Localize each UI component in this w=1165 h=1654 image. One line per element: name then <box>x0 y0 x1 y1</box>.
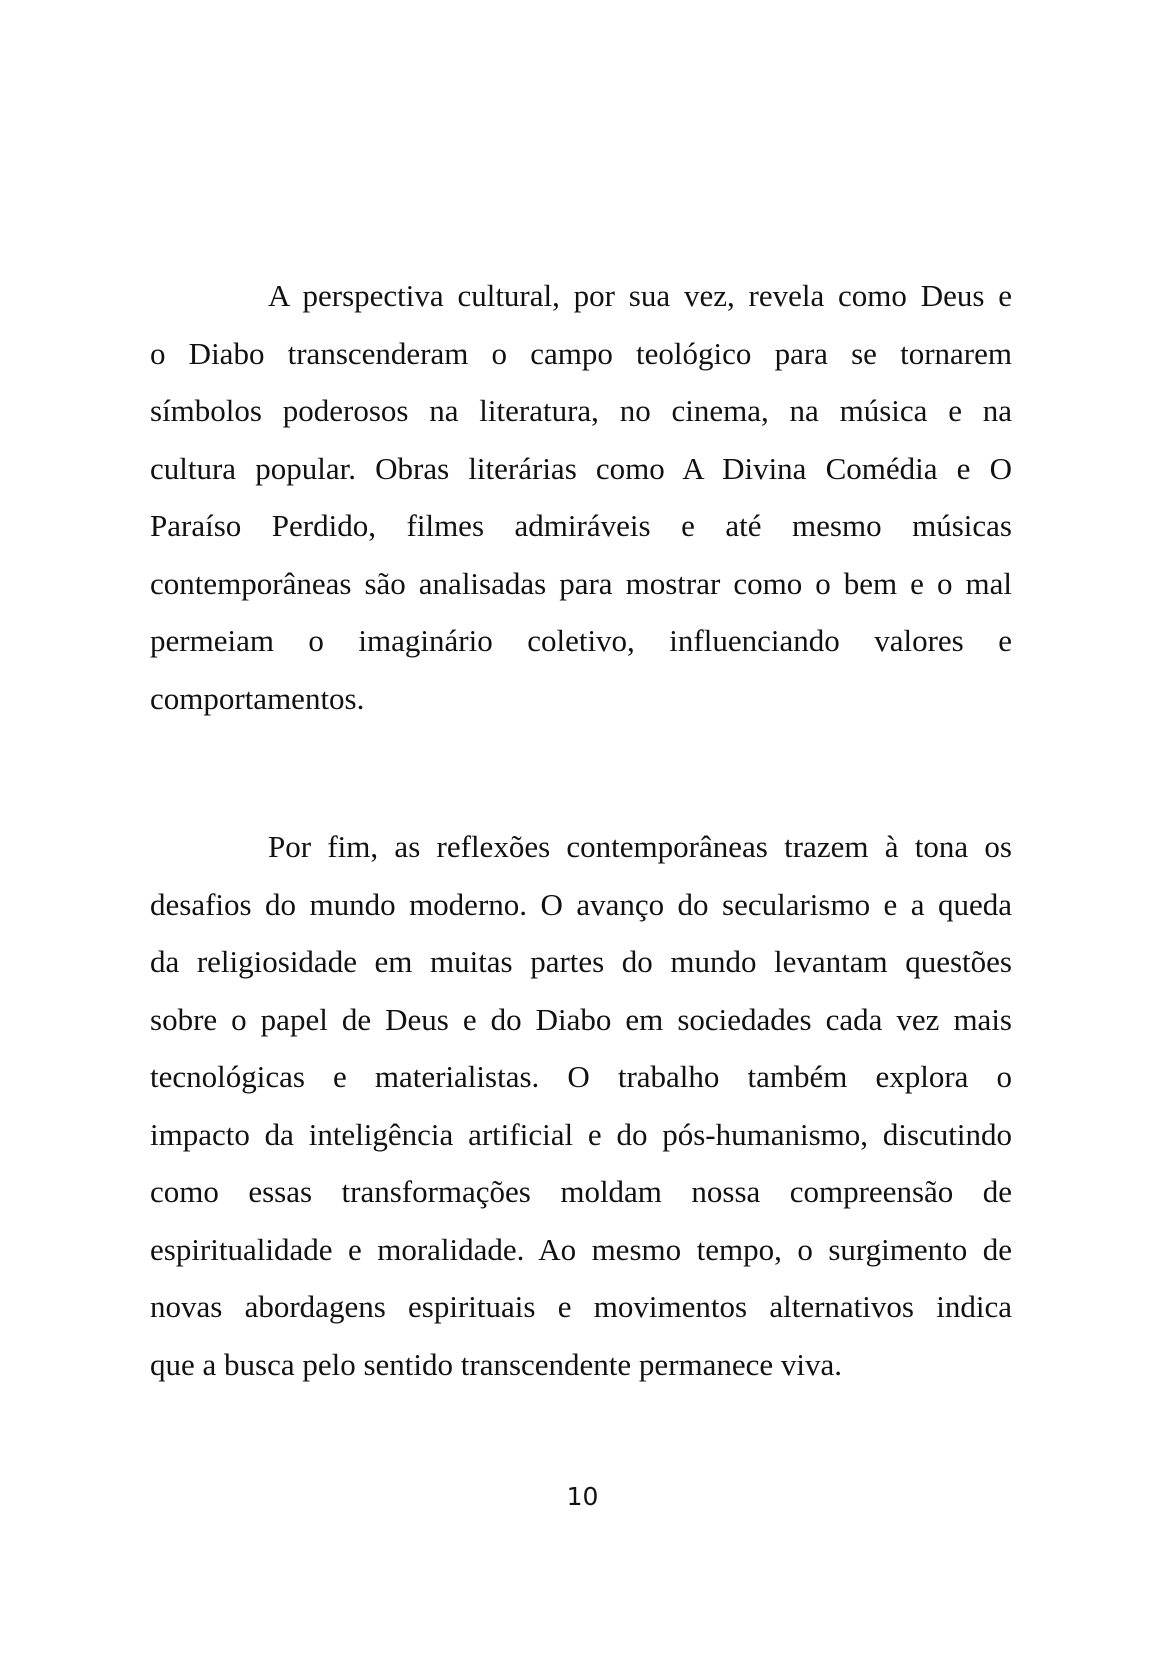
paragraph-line: contemporâneas são analisadas para mostrar como o bem e o mal <box>150 565 1012 601</box>
paragraph-line: novas abordagens espirituais e movimentos alternativos indica <box>150 1289 1012 1324</box>
page-number: 10 <box>566 1482 599 1511</box>
paragraph-line: o Diabo transcenderam o campo teológico para se tornarem <box>150 335 1012 371</box>
paragraph-line: A perspectiva cultural, por sua vez, revela como Deus e <box>268 278 1012 313</box>
paragraph-line: sobre o papel de Deus e do Diabo em sociedades cada vez mais <box>150 1001 1012 1037</box>
paragraph-line: impacto da inteligência artificial e do pós-humanismo, discutindo <box>150 1116 1012 1152</box>
paragraph-line: desafios do mundo moderno. O avanço do secularismo e a queda <box>150 886 1012 922</box>
paragraph-line: comportamentos. <box>150 680 365 716</box>
paragraph-line: Paraíso Perdido, filmes admiráveis e até mesmo músicas <box>150 508 1012 543</box>
paragraph-line: como essas transformações moldam nossa compreensão de <box>150 1174 1012 1209</box>
paragraph-line: que a busca pelo sentido transcendente permanece viva. <box>150 1346 843 1382</box>
paragraph-line: da religiosidade em muitas partes do mundo levantam questões <box>150 944 1012 979</box>
paragraph-line: símbolos poderosos na literatura, no cinema, na música e na <box>150 393 1012 428</box>
paragraph-line: espiritualidade e moralidade. Ao mesmo tempo, o surgimento de <box>150 1231 1012 1267</box>
paragraph <box>150 267 1012 727</box>
paragraph-line: permeiam o imaginário coletivo, influenciando valores e <box>150 623 1012 658</box>
paragraph <box>150 818 1012 1393</box>
paragraph-line: Por fim, as reflexões contemporâneas trazem à tona os <box>268 829 1012 864</box>
paragraph-line: tecnológicas e materialistas. O trabalho também explora o <box>150 1059 1012 1094</box>
paragraph-line: cultura popular. Obras literárias como A Divina Comédia e O <box>150 450 1012 486</box>
